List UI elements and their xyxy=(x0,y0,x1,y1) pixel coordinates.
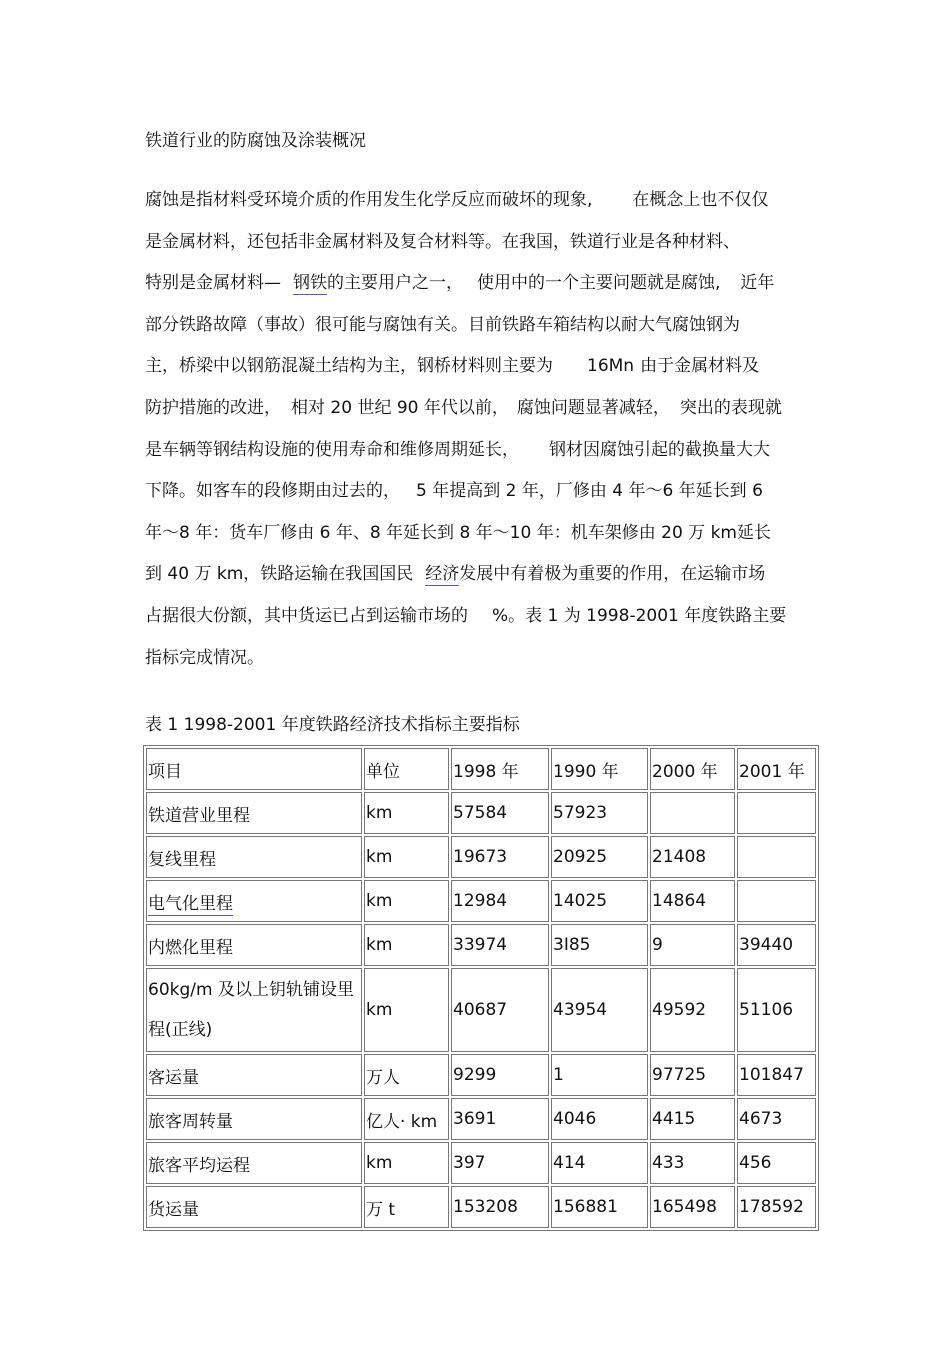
header-cell: 项目 xyxy=(146,748,362,790)
table-cell: 43954 xyxy=(551,968,648,1052)
paragraph-line: 部分铁路故障（事故）很可能与腐蚀有关。目前铁路车箱结构以耐大气腐蚀钢为 xyxy=(145,314,740,335)
line-text: 突出的表现就 xyxy=(679,397,782,418)
table-header-row xyxy=(146,748,816,790)
paragraph-line xyxy=(145,436,810,478)
table-cell: 亿人· km xyxy=(364,1098,449,1140)
table-cell xyxy=(650,792,735,834)
table-cell: km xyxy=(364,792,449,834)
table-cell: 万人 xyxy=(364,1054,449,1096)
table-cell: 旅客平均运程 xyxy=(146,1142,362,1184)
table-cell: 9 xyxy=(650,924,735,966)
line-text: 近年 xyxy=(740,273,775,294)
paragraph-line: 年～8 年：货车厂修由 6 年、8 年延长到 8 年～10 年：机车架修由 20 万 km延长 xyxy=(145,522,771,543)
line-text: %。表 1 为 1998-2001 年度铁路主要 xyxy=(492,605,787,626)
table-cell xyxy=(737,792,816,834)
indicator-table xyxy=(143,745,819,1231)
line-text: 发展中有着极为重要的作用，在运输市场 xyxy=(459,564,766,585)
table-cell: 12984 xyxy=(451,880,549,922)
table-cell: 万 t xyxy=(364,1186,449,1228)
table-cell: 101847 xyxy=(737,1054,816,1096)
paragraph-line xyxy=(145,560,810,602)
paragraph-line xyxy=(145,186,810,228)
table-cell: 156881 xyxy=(551,1186,648,1228)
table-cell xyxy=(737,880,816,922)
header-cell: 2001 年 xyxy=(737,748,816,790)
table-cell: 60kg/m 及以上钥轨铺设里程(正线) xyxy=(146,968,362,1052)
table-cell: km xyxy=(364,968,449,1052)
paragraph-line xyxy=(145,602,810,644)
line-text: 的主要用户之一， xyxy=(327,273,463,294)
table-cell: 客运量 xyxy=(146,1054,362,1096)
table-cell: 19673 xyxy=(451,836,549,878)
table-cell: 40687 xyxy=(451,968,549,1052)
paragraph-line xyxy=(145,477,810,519)
table-row xyxy=(146,880,816,922)
paragraph-line: 指标完成情况。 xyxy=(145,647,264,668)
table-cell: 旅客周转量 xyxy=(146,1098,362,1140)
line-text: 腐蚀是指材料受环境介质的作用发生化学反应而破坏的现象, xyxy=(145,190,593,210)
table-cell: 14025 xyxy=(551,880,648,922)
table-caption: 表 1 1998-2001 年度铁路经济技术指标主要指标 xyxy=(145,715,520,735)
table-cell: 33974 xyxy=(451,924,549,966)
table-cell xyxy=(146,880,362,922)
table-row xyxy=(146,1142,816,1184)
line-text: 使用中的一个主要问题就是腐蚀, xyxy=(477,273,721,294)
header-cell: 1990 年 xyxy=(551,748,648,790)
line-text: 是车辆等钢结构设施的使用寿命和维修周期延长， xyxy=(145,439,519,460)
table-cell: 153208 xyxy=(451,1186,549,1228)
line-text: 特别是金属材料— xyxy=(145,273,281,294)
line-text: 到 40 万 km，铁路运输在我国国民 xyxy=(145,564,414,585)
line-text: 防护措施的改进， xyxy=(145,397,281,418)
line-text: 钢材因腐蚀引起的截换量大大 xyxy=(549,439,770,460)
table-row xyxy=(146,968,816,1052)
body-paragraph xyxy=(145,186,810,685)
paragraph-line xyxy=(145,352,810,394)
table-row xyxy=(146,1054,816,1096)
line-text: 下降。如客车的段修期由过去的， xyxy=(145,481,400,502)
economy-link[interactable]: 经济 xyxy=(425,564,460,585)
paragraph-line: 是金属材料，还包括非金属材料及复合材料等。在我国，铁道行业是各种材料、 xyxy=(145,231,740,252)
line-text: 占据很大份额，其中货运已占到运输市场的 xyxy=(145,605,468,626)
table-cell: 货运量 xyxy=(146,1186,362,1228)
table-cell: km xyxy=(364,880,449,922)
table-cell: 铁道营业里程 xyxy=(146,792,362,834)
line-text: 在概念上也不仅仅 xyxy=(632,190,769,210)
table-cell: 414 xyxy=(551,1142,648,1184)
line-text: 5 年提高到 2 年，厂修由 4 年～6 年延长到 6 xyxy=(416,481,763,502)
table-cell: 397 xyxy=(451,1142,549,1184)
electrified-link[interactable]: 电气化里程 xyxy=(148,893,233,914)
line-text: 腐蚀问题显著减轻， xyxy=(516,397,670,418)
line-text: 相对 20 世纪 90 年代以前， xyxy=(291,397,509,418)
header-cell: 1998 年 xyxy=(451,748,549,790)
table-cell: 51106 xyxy=(737,968,816,1052)
table-cell: km xyxy=(364,836,449,878)
header-cell: 2000 年 xyxy=(650,748,735,790)
table-cell xyxy=(737,836,816,878)
table-cell: km xyxy=(364,1142,449,1184)
table-cell: 57923 xyxy=(551,792,648,834)
paragraph-line xyxy=(145,394,810,436)
table-cell: 456 xyxy=(737,1142,816,1184)
table-cell: km xyxy=(364,924,449,966)
table-cell: 97725 xyxy=(650,1054,735,1096)
table-cell: 内燃化里程 xyxy=(146,924,362,966)
table-row xyxy=(146,836,816,878)
table-row xyxy=(146,1098,816,1140)
paragraph-line xyxy=(145,269,810,311)
table-row xyxy=(146,792,816,834)
table-cell: 57584 xyxy=(451,792,549,834)
table-cell: 49592 xyxy=(650,968,735,1052)
document-title: 铁道行业的防腐蚀及涂装概况 xyxy=(145,131,366,151)
table-cell: 9299 xyxy=(451,1054,549,1096)
table-cell: 4046 xyxy=(551,1098,648,1140)
table-cell: 1 xyxy=(551,1054,648,1096)
line-text: 主，桥梁中以钢筋混凝土结构为主，钢桥材料则主要为 xyxy=(145,356,553,377)
steel-link[interactable]: 钢铁 xyxy=(293,273,327,294)
table-cell: 20925 xyxy=(551,836,648,878)
table-cell: 14864 xyxy=(650,880,735,922)
table-cell: 178592 xyxy=(737,1186,816,1228)
header-cell: 单位 xyxy=(364,748,449,790)
table-cell: 433 xyxy=(650,1142,735,1184)
table-cell: 4415 xyxy=(650,1098,735,1140)
table-cell: 21408 xyxy=(650,836,735,878)
table-cell: 165498 xyxy=(650,1186,735,1228)
table-row xyxy=(146,924,816,966)
table-cell: 3I85 xyxy=(551,924,648,966)
table-cell: 3691 xyxy=(451,1098,549,1140)
table-cell: 4673 xyxy=(737,1098,816,1140)
table-row xyxy=(146,1186,816,1228)
table-cell: 39440 xyxy=(737,924,816,966)
table-cell: 复线里程 xyxy=(146,836,362,878)
line-text: 16Mn xyxy=(587,356,635,377)
line-text: 由于金属材料及 xyxy=(640,356,760,377)
